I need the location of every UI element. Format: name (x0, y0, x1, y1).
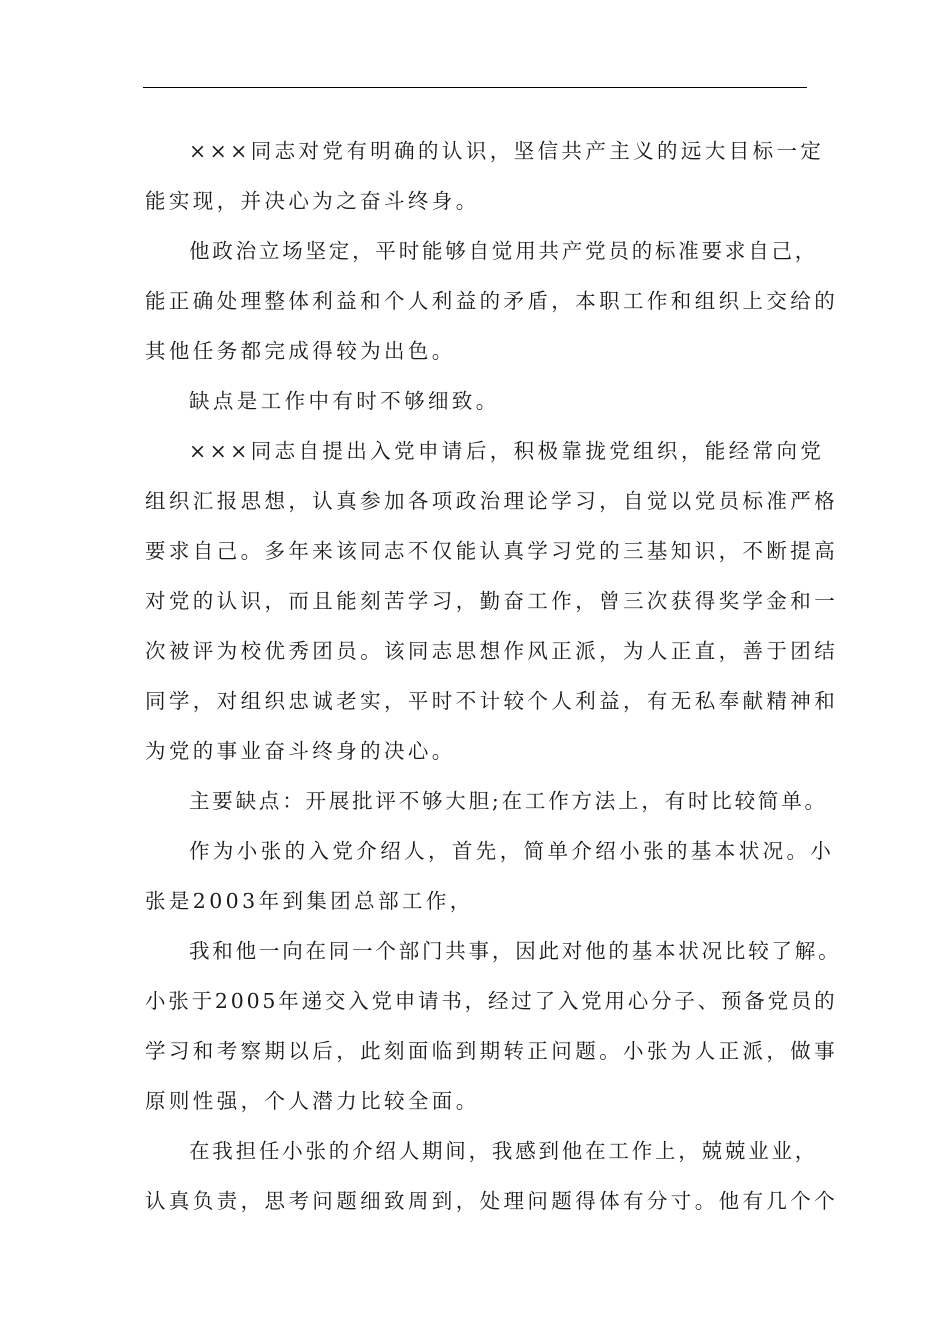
text-line: ×××同志自提出入党申请后，积极靠拢党组织，能经常向党 (189, 439, 825, 463)
text-line: 他政治立场坚定，平时能够自觉用共产党员的标准要求自己， (189, 239, 819, 263)
text-line: 小张于2005年递交入党申请书，经过了入党用心分子、预备党员的 (145, 989, 838, 1013)
document-body (145, 126, 842, 1226)
text-line: 作为小张的入党介绍人，首先，简单介绍小张的基本状况。小 (189, 839, 835, 863)
text-line: 其他任务都完成得较为出色。 (145, 339, 456, 363)
text-line: 原则性强，个人潜力比较全面。 (145, 1089, 480, 1113)
text-line: 次被评为校优秀团员。该同志思想作风正派，为人正直，善于团结 (145, 639, 839, 663)
text-line: 主要缺点：开展批评不够大胆;在工作方法上，有时比较简单。 (189, 789, 828, 813)
text-line: 对党的认识，而且能刻苦学习，勤奋工作，曾三次获得奖学金和一 (145, 589, 839, 613)
text-line: 为党的事业奋斗终身的决心。 (145, 739, 456, 763)
header-rule (143, 87, 807, 88)
text-line: 在我担任小张的介绍人期间，我感到他在工作上，兢兢业业， (189, 1139, 819, 1163)
text-line: 要求自己。多年来该同志不仅能认真学习党的三基知识，不断提高 (145, 539, 839, 563)
text-line: 缺点是工作中有时不够细致。 (189, 389, 500, 413)
text-line: 张是2003年到集团总部工作， (145, 889, 474, 913)
text-line: 同学，对组织忠诚老实，平时不计较个人利益，有无私奉献精神和 (145, 689, 839, 713)
text-line: 能实现，并决心为之奋斗终身。 (145, 189, 480, 213)
text-line: ×××同志对党有明确的认识，坚信共产主义的远大目标一定 (189, 139, 825, 163)
text-line: 认真负责，思考问题细致周到，处理问题得体有分寸。他有几个个 (145, 1189, 839, 1213)
text-line: 我和他一向在同一个部门共事，因此对他的基本状况比较了解。 (189, 939, 842, 963)
text-line: 能正确处理整体利益和个人利益的矛盾，本职工作和组织上交给的 (145, 289, 839, 313)
text-line: 学习和考察期以后，此刻面临到期转正问题。小张为人正派，做事 (145, 1039, 839, 1063)
text-line: 组织汇报思想，认真参加各项政治理论学习，自觉以党员标准严格 (145, 489, 839, 513)
